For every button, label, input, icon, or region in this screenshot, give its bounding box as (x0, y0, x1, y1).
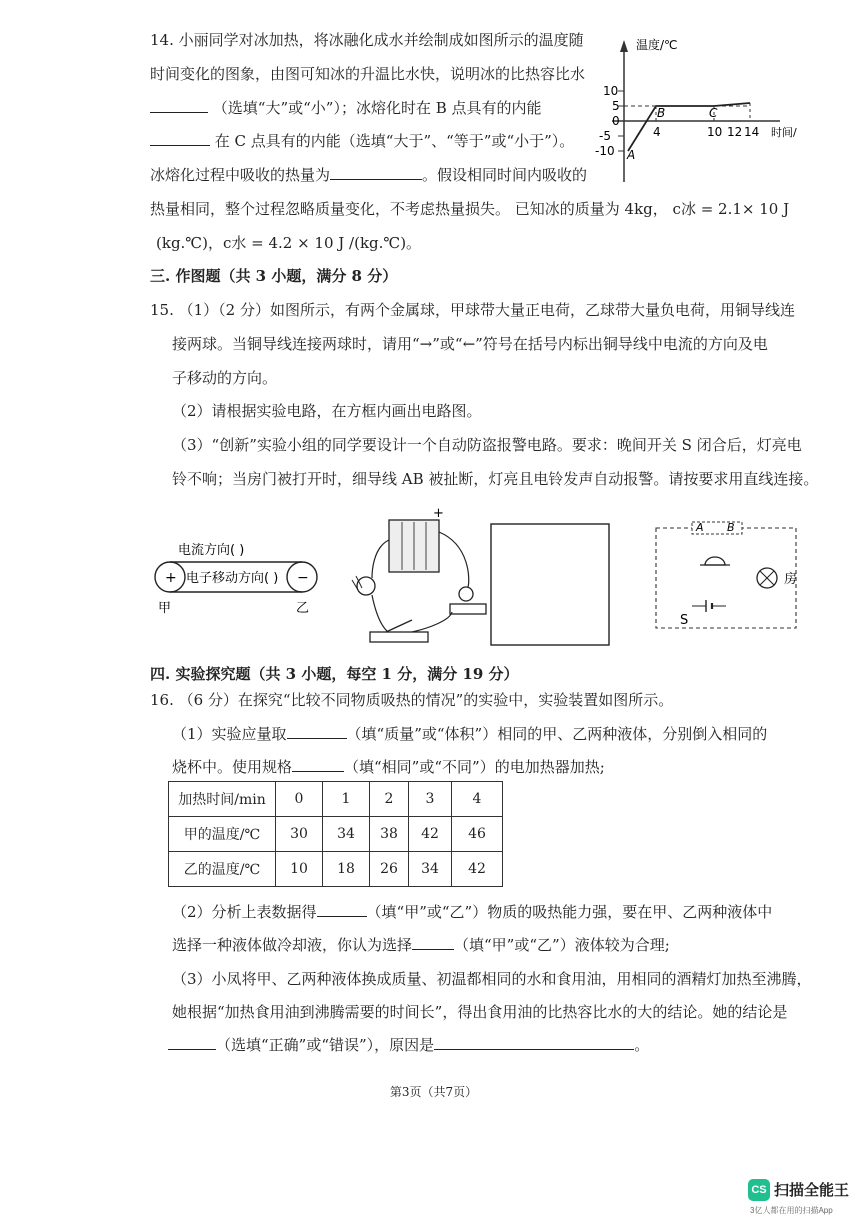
q15-part3-line1: （3）“创新”实验小组的同学要设计一个自动防盗报警电路。要求：晚间开关 S 闭合后，灯亮电 (172, 436, 802, 454)
table-cell: 42 (409, 817, 452, 852)
q15-line2: 接两球。当铜导线连接两球时，请用“→”或“←”符号在括号内标出铜导线中电流的方向及电 (172, 335, 768, 353)
battery-plus: + (433, 506, 444, 521)
graph-x-tick-10: 10 (707, 125, 723, 139)
q16-blank-2[interactable] (292, 757, 344, 772)
q15-part2: （2）请根据实验电路，在方框内画出电路图。 (172, 402, 482, 420)
table-header-cell: 1 (323, 782, 370, 817)
scanner-tagline: 3亿人都在用的扫描App (750, 1206, 833, 1215)
room-label: 房 (784, 572, 798, 587)
graph-y-tick-neg10: -10 (595, 144, 615, 158)
table-cell: 10 (276, 852, 323, 887)
q14-line6: 热量相同，整个过程忽略质量变化，不考虑热量损失。 已知冰的质量为 4kg， c冰 = 2.1× 10 J (150, 200, 790, 218)
table-cell: 38 (370, 817, 409, 852)
heating-data-table (168, 781, 503, 887)
current-direction-label: 电流方向( ) (178, 543, 245, 558)
switch-base (370, 632, 428, 642)
q16-part2-line2: 选择一种液体做冷却液，你认为选择 （填“甲”或“乙”）液体较为合理; (172, 936, 670, 954)
graph-x-tick-14: 14 (744, 125, 760, 139)
q16-part3-line2: 她根据“加热食用油到沸腾需要的时间长”，得出食用油的比热容比水的大的结论。她的结论是 (172, 1003, 788, 1021)
graph-y-tick-10: 10 (603, 84, 619, 98)
table-cell: 甲的温度/℃ (169, 817, 276, 852)
q15-line3: 子移动的方向。 (172, 369, 278, 387)
motor (357, 577, 375, 595)
q16-blank-5[interactable] (168, 1035, 216, 1050)
q14-line1: 14. 小丽同学对冰加热，将冰融化成水并绘制成如图所示的温度随 (150, 31, 584, 49)
q16-part3-line1: （3）小凤将甲、乙两种液体换成质量、初温都相同的水和食用油，用相同的酒精灯加热至沸腾， (172, 970, 812, 988)
switch-s-label: S (680, 613, 689, 628)
table-cell: 18 (323, 852, 370, 887)
q16-intro: 16. （6 分）在探究“比较不同物质吸热的情况”的实验中，实验装置如图所示。 (150, 691, 674, 709)
physical-circuit-figure (352, 506, 486, 642)
electric-bell (705, 557, 725, 565)
table-cell: 46 (452, 817, 503, 852)
table-row (169, 852, 503, 887)
electron-direction-label: 电子移动方向( ) (186, 571, 279, 586)
graph-y-tick-neg5: -5 (599, 129, 611, 143)
section3-title: 三. 作图题（共 3 小题，满分 8 分） (150, 267, 398, 285)
bulb-base (450, 604, 486, 614)
q16-blank-1[interactable] (287, 724, 347, 739)
graph-point-c: C (709, 106, 718, 120)
table-cell: 30 (276, 817, 323, 852)
q15-part3-line2: 铃不响；当房门被打开时，细导线 AB 被扯断，灯亮且电铃发声自动报警。请按要求用直线连接。 (172, 470, 819, 488)
table-header-cell: 3 (409, 782, 452, 817)
q16-part2-line1: （2）分析上表数据得 （填“甲”或“乙”）物质的吸热能力强，要在甲、乙两种液体中 (172, 903, 773, 921)
table-cell: 26 (370, 852, 409, 887)
q14-line3: （选填“大”或“小”）；冰熔化时在 B 点具有的内能 (150, 98, 542, 118)
page-footer: 第3页（共7页） (389, 1085, 478, 1099)
q14-line2: 时间变化的图象，由图可知冰的升温比水快，说明冰的比热容比水 (150, 65, 586, 83)
graph-x-tick-12: 12 (727, 125, 743, 139)
q16-part3-line3: （选填“正确”或“错误”），原因是 。 (168, 1035, 649, 1055)
q16-blank-6[interactable] (434, 1035, 634, 1050)
alarm-circuit-figure (656, 521, 797, 628)
circuit-drawing-box[interactable] (491, 524, 609, 645)
table-header-cell: 0 (276, 782, 323, 817)
table-cell: 乙的温度/℃ (169, 852, 276, 887)
point-a: A (696, 521, 704, 534)
q16-part1-line2: 烧杯中。使用规格 （填“相同”或“不同”）的电加热器加热; (172, 758, 605, 776)
cs-logo-icon: CS (748, 1179, 770, 1201)
plus-sign: + (165, 570, 177, 586)
table-header-row (169, 782, 503, 817)
graph-y-label: 温度/℃ (636, 38, 678, 52)
scanner-name: 扫描全能王 (774, 1182, 850, 1199)
q14-line7: (kg.℃)，c水 = 4.2 × 10 J /(kg.℃)。 (156, 234, 422, 252)
q16-blank-4[interactable] (412, 935, 454, 950)
bulb (459, 587, 473, 601)
table-header-cell: 加热时间/min (169, 782, 276, 817)
table-row (169, 817, 503, 852)
ball-label-jia: 甲 (158, 601, 172, 616)
switch-lever (386, 620, 412, 632)
table-header-cell: 2 (370, 782, 409, 817)
q14-line5: 冰熔化过程中吸收的热量为 。假设相同时间内吸收的 (150, 166, 588, 184)
table-header-cell: 4 (452, 782, 503, 817)
q16-part1-line1: （1）实验应量取 （填“质量”或“体积”）相同的甲、乙两种液体，分别倒入相同的 (172, 725, 768, 743)
point-b: B (727, 521, 735, 534)
q14-line4: 在 C 点具有的内能（选填“大于”、“等于”或“小于”）。 (150, 131, 574, 151)
graph-x-label: 时间/ (771, 126, 797, 139)
room-boundary (656, 528, 796, 628)
table-cell: 34 (409, 852, 452, 887)
graph-point-a: A (627, 148, 636, 162)
table-cell: 34 (323, 817, 370, 852)
table-cell: 42 (452, 852, 503, 887)
graph-x-tick-4: 4 (653, 125, 661, 139)
graph-point-b: B (657, 106, 666, 120)
charged-balls-figure (155, 542, 317, 616)
graph-y-tick-0: 0 (612, 114, 620, 128)
ball-label-yi: 乙 (296, 601, 310, 616)
scanner-watermark (748, 1177, 858, 1221)
minus-sign: − (297, 570, 309, 586)
section4-title: 四. 实验探究题（共 3 小题，每空 1 分，满分 19 分） (150, 665, 519, 683)
q16-blank-3[interactable] (317, 902, 367, 917)
graph-y-tick-5: 5 (612, 99, 620, 113)
q15-line1: 15. （1）（2 分）如图所示，有两个金属球，甲球带大量正电荷，乙球带大量负电荷，用铜导线连 (150, 301, 795, 319)
